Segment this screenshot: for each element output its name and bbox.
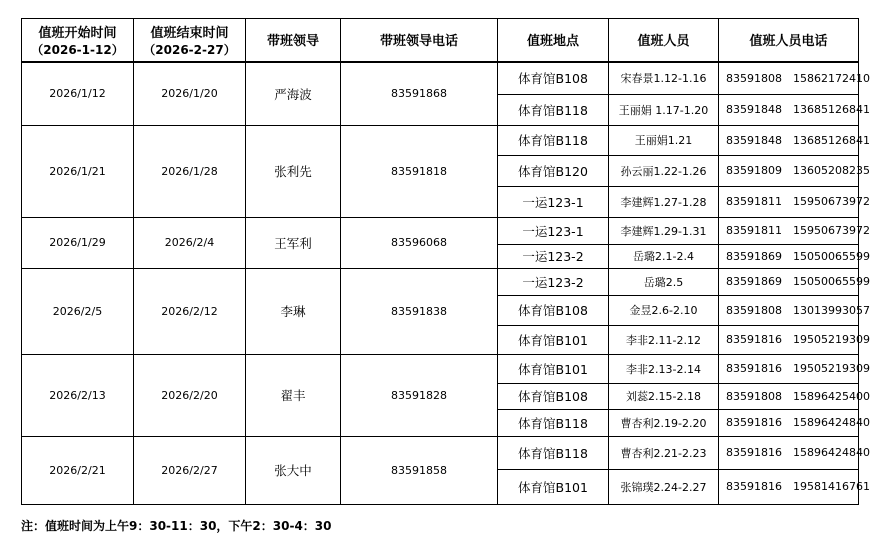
- staff-mobile-phone: 15950673972: [793, 195, 870, 208]
- staff-mobile-phone: 13685126841: [793, 103, 870, 116]
- shift-staff: 李建辉1.29-1.31: [609, 217, 719, 244]
- shift-staff-phone: [719, 295, 870, 325]
- shift-staff: 曹杏利2.19-2.20: [609, 409, 719, 436]
- shift-staff-phone: [719, 155, 870, 186]
- staff-mobile-phone: 13685126841: [793, 133, 870, 147]
- staff-mobile-phone: 15950673972: [793, 224, 870, 237]
- header-location: [498, 19, 609, 63]
- staff-office-phone: 83591816: [726, 480, 782, 493]
- shift-staff: 金昱2.6-2.10: [609, 295, 719, 325]
- shift-staff-phone: [719, 244, 870, 268]
- period-leader-phone: 83591828: [341, 354, 498, 436]
- period-end-date: 2026/2/27: [134, 436, 246, 504]
- period-end-date: 2026/2/20: [134, 354, 246, 436]
- shift-staff: 岳璐2.5: [609, 268, 719, 295]
- shift-staff-phone: [719, 325, 870, 354]
- staff-mobile-phone: 15050065599: [793, 249, 870, 263]
- shift-location: 体育馆B101: [498, 325, 609, 354]
- period-leader: 严海波: [246, 62, 341, 125]
- period-leader-phone: 83596068: [341, 217, 498, 268]
- staff-office-phone: 83591848: [726, 133, 782, 147]
- period-leader: 张大中: [246, 436, 341, 504]
- staff-mobile-phone: 19581416761: [793, 480, 870, 493]
- shift-staff: 岳璐2.1-2.4: [609, 244, 719, 268]
- staff-office-phone: 83591848: [726, 103, 782, 116]
- shift-staff: 王丽娟1.21: [609, 125, 719, 155]
- shift-location: 体育馆B101: [498, 469, 609, 504]
- shift-staff-phone: [719, 94, 870, 125]
- staff-office-phone: 83591869: [726, 249, 782, 263]
- staff-mobile-phone: 19505219309: [793, 333, 870, 346]
- shift-staff: 曹杏利2.21-2.23: [609, 436, 719, 469]
- shift-staff: 李非2.13-2.14: [609, 354, 719, 383]
- shift-staff: 李非2.11-2.12: [609, 325, 719, 354]
- period-leader: 李琳: [246, 268, 341, 354]
- header-leader: [246, 19, 341, 63]
- staff-office-phone: 83591808: [726, 389, 782, 403]
- shift-location: 一运123-2: [498, 244, 609, 268]
- staff-office-phone: 83591808: [726, 71, 782, 85]
- footnote: 注：值班时间为上午9：30-11：30，下午2：30-4：30: [21, 519, 332, 533]
- period-start-date: 2026/2/21: [22, 436, 134, 504]
- period-leader: 翟丰: [246, 354, 341, 436]
- staff-mobile-phone: 13605208235: [793, 164, 870, 177]
- header-end-time: [134, 19, 246, 63]
- shift-location: 体育馆B108: [498, 62, 609, 94]
- shift-staff-phone: [719, 469, 870, 504]
- period-leader: 王军利: [246, 217, 341, 268]
- shift-location: 一运123-1: [498, 186, 609, 217]
- shift-staff-phone: [719, 268, 870, 295]
- shift-staff: 王丽娟 1.17-1.20: [609, 94, 719, 125]
- shift-staff-phone: [719, 125, 870, 155]
- staff-mobile-phone: 19505219309: [793, 362, 870, 375]
- table-row: [22, 217, 859, 244]
- shift-location: 体育馆B108: [498, 295, 609, 325]
- header-location-label: 值班地点: [526, 34, 579, 49]
- period-end-date: 2026/2/4: [134, 217, 246, 268]
- header-end-time-range: （2026-2-27）: [143, 43, 236, 57]
- period-leader-phone: 83591858: [341, 436, 498, 504]
- staff-mobile-phone: 13013993057: [793, 303, 870, 317]
- header-start-time: [22, 19, 134, 63]
- staff-mobile-phone: 15896424840: [793, 446, 870, 459]
- header-row: [22, 19, 859, 63]
- shift-staff: 刘蕊2.15-2.18: [609, 383, 719, 409]
- shift-staff-phone: [719, 436, 870, 469]
- period-start-date: 2026/2/5: [22, 268, 134, 354]
- header-leader-label: 带班领导: [266, 34, 319, 49]
- shift-staff-phone: [719, 62, 870, 94]
- header-leader-phone: [341, 19, 498, 63]
- period-start-date: 2026/2/13: [22, 354, 134, 436]
- shift-staff: 宋春景1.12-1.16: [609, 62, 719, 94]
- staff-mobile-phone: 15050065599: [793, 275, 870, 288]
- staff-office-phone: 83591808: [726, 303, 782, 317]
- staff-office-phone: 83591809: [726, 164, 782, 177]
- staff-office-phone: 83591816: [726, 416, 782, 429]
- period-start-date: 2026/1/21: [22, 125, 134, 217]
- period-leader-phone: 83591868: [341, 62, 498, 125]
- shift-staff-phone: [719, 409, 870, 436]
- staff-office-phone: 83591816: [726, 333, 782, 346]
- shift-location: 体育馆B120: [498, 155, 609, 186]
- period-end-date: 2026/1/28: [134, 125, 246, 217]
- table-row: [22, 436, 859, 469]
- shift-staff-phone: [719, 383, 870, 409]
- staff-office-phone: 83591811: [726, 195, 782, 208]
- header-staff: [609, 19, 719, 63]
- header-leader-phone-label: 带班领导电话: [379, 34, 458, 49]
- shift-staff-phone: [719, 186, 870, 217]
- duty-table-body: [22, 62, 870, 504]
- shift-staff: 李建辉1.27-1.28: [609, 186, 719, 217]
- header-staff-label: 值班人员: [637, 34, 690, 49]
- shift-location: 体育馆B101: [498, 354, 609, 383]
- shift-staff: 张锦璞2.24-2.27: [609, 469, 719, 504]
- period-leader-phone: 83591818: [341, 125, 498, 217]
- shift-location: 体育馆B118: [498, 436, 609, 469]
- shift-staff-phone: [719, 217, 870, 244]
- shift-location: 体育馆B118: [498, 409, 609, 436]
- shift-location: 一运123-2: [498, 268, 609, 295]
- table-row: [22, 125, 859, 155]
- shift-location: 体育馆B118: [498, 94, 609, 125]
- staff-office-phone: 83591816: [726, 446, 782, 459]
- staff-office-phone: 83591811: [726, 224, 782, 237]
- table-row: [22, 62, 859, 94]
- period-leader-phone: 83591838: [341, 268, 498, 354]
- shift-location: 体育馆B118: [498, 125, 609, 155]
- period-leader: 张利先: [246, 125, 341, 217]
- staff-office-phone: 83591816: [726, 362, 782, 375]
- period-start-date: 2026/1/12: [22, 62, 134, 125]
- staff-mobile-phone: 15862172410: [793, 71, 870, 85]
- header-start-time-label: 值班开始时间: [38, 26, 117, 41]
- header-start-time-range: （2026-1-12）: [31, 43, 124, 57]
- duty-schedule-table: [21, 18, 870, 505]
- header-staff-phone-label: 值班人员电话: [749, 34, 828, 49]
- period-start-date: 2026/1/29: [22, 217, 134, 268]
- shift-location: 体育馆B108: [498, 383, 609, 409]
- table-row: [22, 268, 859, 295]
- header-staff-phone: [719, 19, 859, 63]
- period-end-date: 2026/2/12: [134, 268, 246, 354]
- table-row: [22, 354, 859, 383]
- shift-staff-phone: [719, 354, 870, 383]
- shift-staff: 孙云丽1.22-1.26: [609, 155, 719, 186]
- staff-mobile-phone: 15896425400: [793, 389, 870, 403]
- period-end-date: 2026/1/20: [134, 62, 246, 125]
- header-end-time-label: 值班结束时间: [150, 26, 229, 41]
- shift-location: 一运123-1: [498, 217, 609, 244]
- staff-mobile-phone: 15896424840: [793, 416, 870, 429]
- staff-office-phone: 83591869: [726, 275, 782, 288]
